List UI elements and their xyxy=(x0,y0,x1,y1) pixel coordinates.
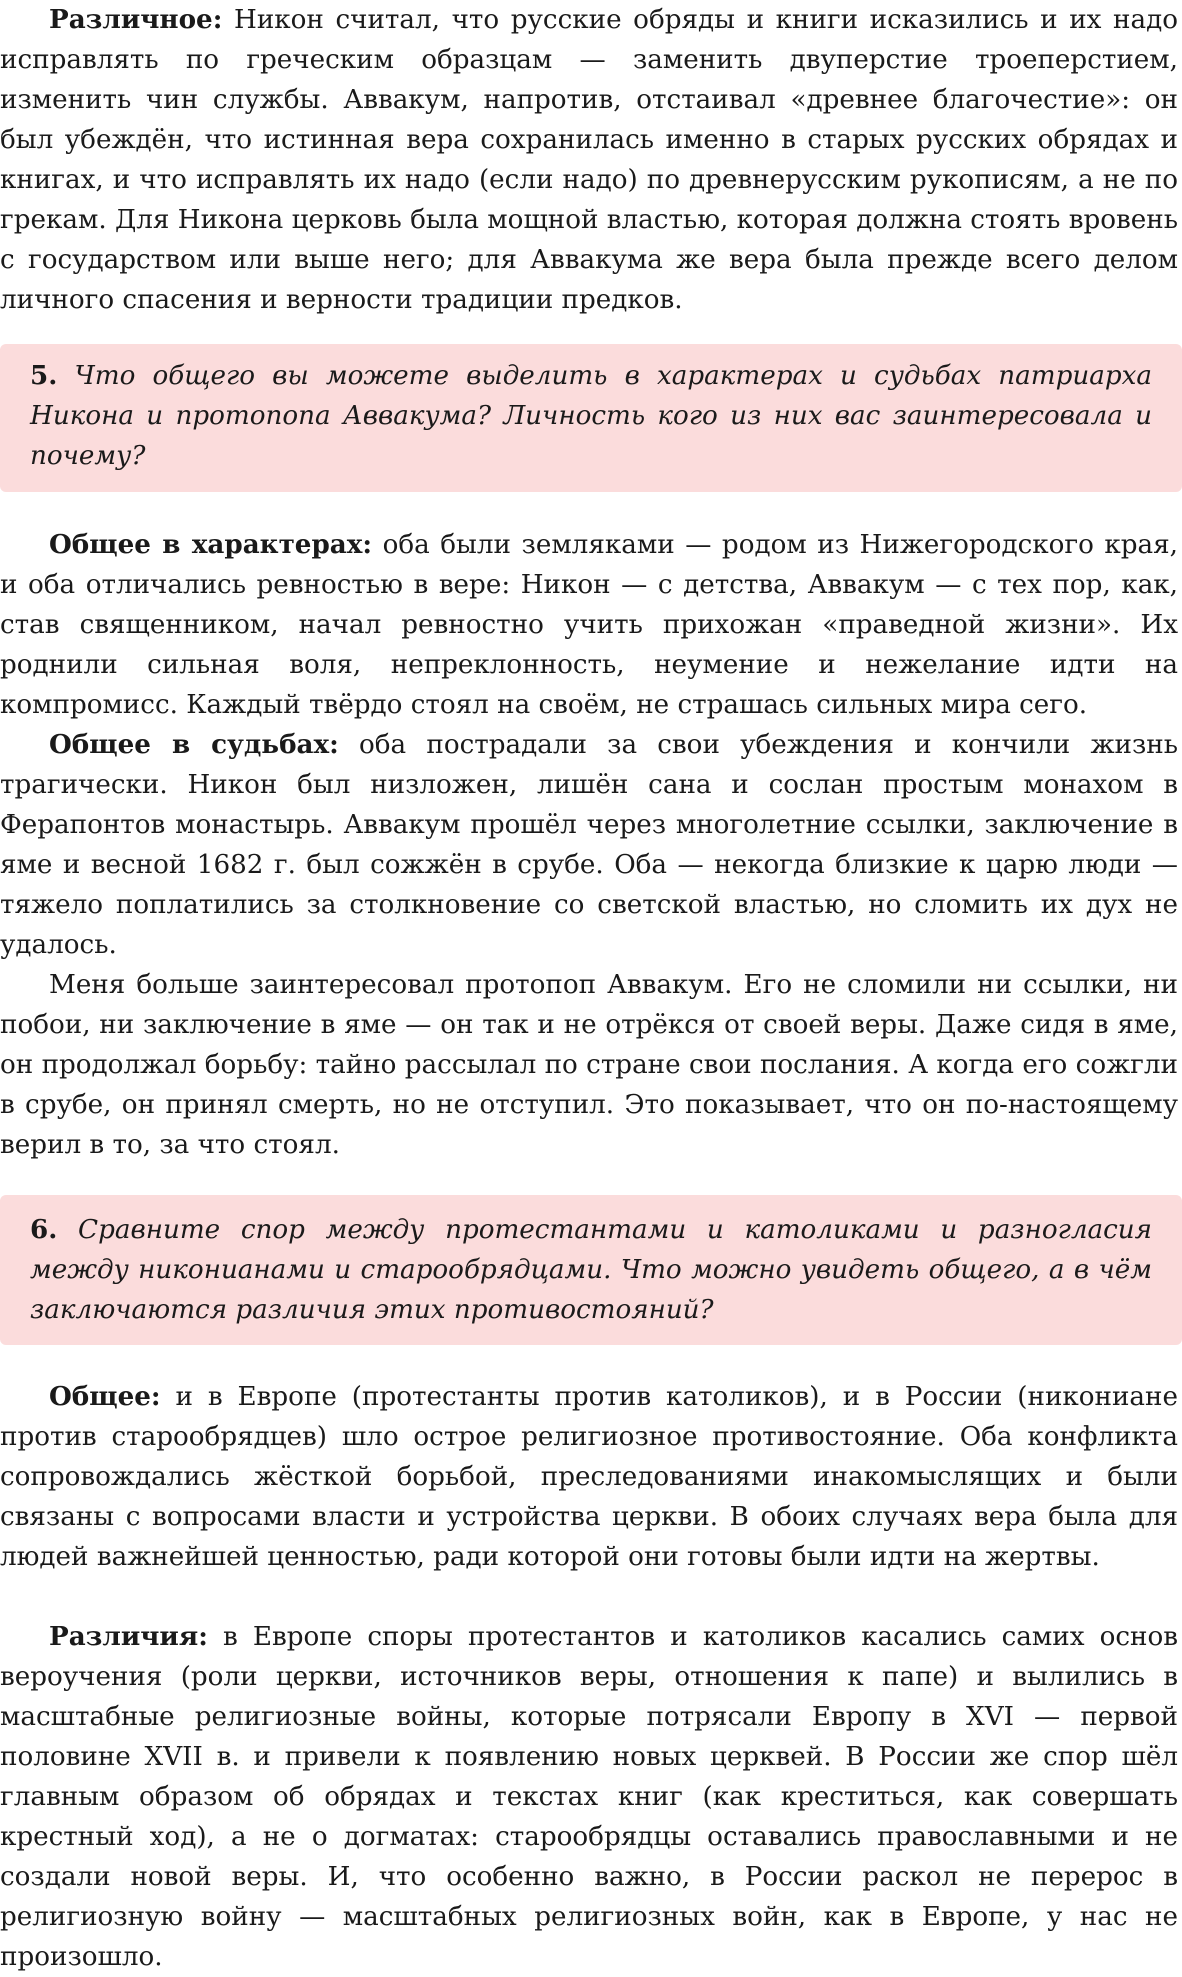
answer-5-text-1: оба были земляками — родом из Нижегородского края, и оба отличались ревностью в вере: Никон — с детства, Аввакум — с тех пор, как, став священником, начал ревностно учить прихожан «праведной жизни». Их роднили сильная воля, непреклонность, неумение и нежелание идти на компромисс. Каждый твёрдо стоял на своём, не страшась сильных мира сего. xyxy=(0,530,1178,720)
answer-5-label-1: Общее в характерах: xyxy=(49,529,373,560)
answer-5-paragraph-3 xyxy=(0,965,1178,1165)
answer-6-paragraph-2 xyxy=(0,1617,1178,1977)
question-5 xyxy=(30,356,1152,476)
question-6 xyxy=(30,1210,1152,1330)
answer-5-paragraph-2 xyxy=(0,725,1178,965)
answer-6-text-1: и в Европе (протестанты против католиков), и в России (никониане против старообрядцев) шло острое религиозное противостояние. Оба конфликта сопровождались жёсткой борьбой, преследованиями инакомыслящих и были связаны с вопросами власти и устройства церкви. В обоих случаях вера была для людей важнейшей ценностью, ради которой они готовы были идти на жертвы. xyxy=(0,1382,1178,1572)
answer-5-text-3: Меня больше заинтересовал протопоп Аввакум. Его не сломили ни ссылки, ни побои, ни заключение в яме — он так и не отрёкся от своей веры. Даже сидя в яме, он продолжал борьбу: тайно рассылал по стране свои послания. А когда его сожгли в срубе, он принял смерть, но не отступил. Это показывает, что он по-настоящему верил в то, за что стоял. xyxy=(0,970,1178,1160)
answer-6-label-1: Общее: xyxy=(49,1381,161,1412)
answer-6-text-2: в Европе споры протестантов и католиков касались самих основ вероучения (роли церкви, источников веры, отношения к папе) и вылились в масштабные религиозные войны, которые потрясали Европу в XVI — первой половине XVII в. и привели к появлению новых церквей. В России же спор шёл главным образом об обрядах и текстах книг (как креститься, как совершать крестный ход), а не о догматах: старообрядцы оставались православными и не создали новой веры. И, что особенно важно, в России раскол не перерос в религиозную войну — масштабных религиозных войн, как в Европе, у нас не произошло. xyxy=(0,1622,1178,1972)
intro-text: Никон считал, что русские обряды и книги исказились и их надо исправлять по греческим образцам — заменить двуперстие троеперстием, изменить чин службы. Аввакум, напротив, отстаивал «древнее благочестие»: он был убеждён, что истинная вера сохранилась именно в старых русских обрядах и книгах, и что исправлять их надо (если надо) по древнерусским рукописям, а не по грекам. Для Никона церковь была мощной властью, которая должна стоять вровень с государством или выше него; для Аввакума же вера была прежде всего делом личного спасения и верности традиции предков. xyxy=(0,5,1178,315)
question-6-text: Сравните спор между протестантами и католиками и разногласия между никонианами и старообрядцами. Что можно увидеть общего, а в чём заключаются различия этих противостояний? xyxy=(30,1215,1152,1325)
intro-paragraph xyxy=(0,0,1178,320)
question-6-number: 6. xyxy=(30,1214,58,1245)
question-5-number: 5. xyxy=(30,360,58,391)
answer-5-label-2: Общее в судьбах: xyxy=(49,729,339,760)
answer-6-paragraph-1 xyxy=(0,1377,1178,1577)
intro-label: Различное: xyxy=(49,4,223,35)
answer-5-paragraph-1 xyxy=(0,525,1178,725)
question-5-text: Что общего вы можете выделить в характерах и судьбах патриарха Никона и протопопа Аввакума? Личность кого из них вас заинтересовала и почему? xyxy=(30,361,1152,471)
answer-5-text-2: оба пострадали за свои убеждения и кончили жизнь трагически. Никон был низложен, лишён сана и сослан простым монахом в Ферапонтов монастырь. Аввакум прошёл через многолетние ссылки, заключение в яме и весной 1682 г. был сожжён в срубе. Оба — некогда близкие к царю люди — тяжело поплатились за столкновение со светской властью, но сломить их дух не удалось. xyxy=(0,730,1178,960)
answer-6-label-2: Различия: xyxy=(49,1621,208,1652)
